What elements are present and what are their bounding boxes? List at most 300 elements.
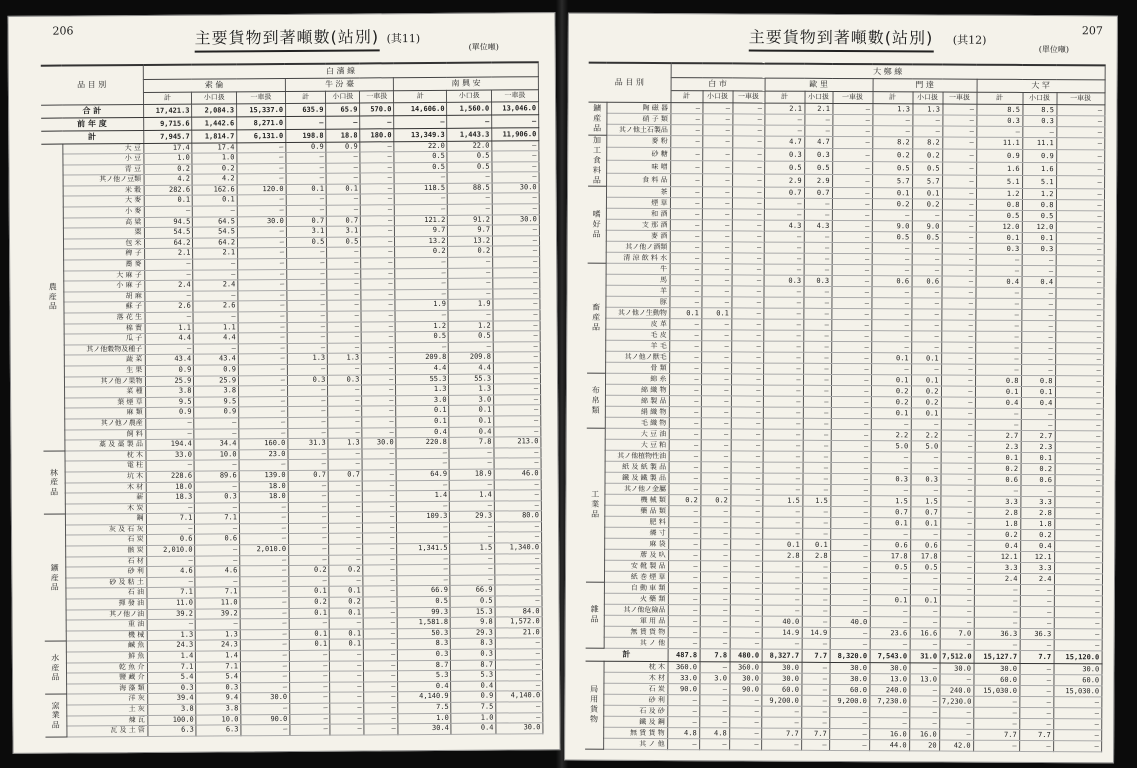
- value-cell: —: [1021, 408, 1055, 419]
- value-cell: —: [871, 418, 911, 429]
- value-cell: —: [327, 322, 361, 333]
- value-cell: 14.9: [762, 627, 802, 638]
- value-cell: 13.2: [395, 236, 448, 247]
- value-cell: —: [702, 148, 732, 161]
- value-cell: 6,131.0: [237, 129, 286, 142]
- item-label: 骨 類: [605, 362, 669, 373]
- value-cell: —: [287, 385, 327, 396]
- value-cell: —: [801, 673, 829, 684]
- item-label: 軍 用 品: [604, 615, 668, 626]
- subcolumn-header: 計: [764, 91, 804, 103]
- value-cell: —: [494, 500, 541, 511]
- value-cell: —: [1055, 331, 1103, 342]
- value-cell: 2.4: [144, 280, 193, 291]
- value-cell: —: [912, 125, 942, 136]
- value-cell: —: [1021, 364, 1055, 375]
- value-cell: 5.3: [451, 670, 496, 681]
- value-cell: 7.0: [940, 628, 974, 639]
- value-cell: —: [1056, 188, 1104, 199]
- value-cell: 99.3: [397, 607, 450, 618]
- value-cell: —: [762, 484, 802, 495]
- value-cell: —: [240, 523, 289, 534]
- value-cell: —: [397, 554, 450, 565]
- item-label: 硝 子 類: [606, 113, 670, 124]
- value-cell: 31.0: [910, 649, 940, 662]
- value-cell: —: [941, 287, 975, 298]
- value-cell: —: [1053, 729, 1101, 740]
- value-cell: —: [492, 140, 539, 151]
- value-cell: 0.1: [872, 187, 912, 198]
- item-label: 無 賃 貨 物: [604, 626, 668, 637]
- value-cell: —: [195, 524, 240, 535]
- value-cell: 0.5: [804, 161, 832, 174]
- value-cell: —: [450, 564, 495, 575]
- value-cell: —: [286, 195, 326, 206]
- value-cell: —: [942, 210, 976, 221]
- value-cell: —: [364, 681, 398, 692]
- value-cell: —: [670, 161, 702, 174]
- value-cell: 0.6: [910, 539, 940, 550]
- value-cell: —: [1054, 540, 1102, 551]
- value-cell: —: [803, 330, 831, 341]
- value-cell: —: [394, 173, 447, 184]
- value-cell: 1,442.6: [192, 116, 237, 129]
- value-cell: —: [289, 671, 329, 682]
- value-cell: —: [942, 221, 976, 232]
- value-cell: —: [701, 318, 731, 329]
- value-cell: —: [326, 115, 360, 128]
- item-label: 石 及 砂: [603, 705, 667, 716]
- value-cell: 0.7: [327, 216, 361, 227]
- value-cell: 0.9: [194, 365, 239, 376]
- value-cell: —: [238, 354, 287, 365]
- value-cell: —: [364, 692, 398, 703]
- value-cell: —: [668, 560, 700, 571]
- value-cell: 50.3: [398, 628, 451, 639]
- value-cell: —: [238, 343, 287, 354]
- value-cell: —: [328, 417, 362, 428]
- value-cell: 0.9: [451, 691, 496, 702]
- station-header: 白 市: [671, 77, 765, 90]
- value-cell: —: [287, 290, 327, 301]
- value-cell: —: [912, 264, 942, 275]
- value-cell: —: [670, 124, 702, 135]
- value-cell: —: [145, 429, 194, 440]
- value-cell: 1.4: [397, 490, 450, 501]
- value-cell: —: [831, 440, 871, 451]
- item-label: 青 豆: [63, 164, 144, 175]
- value-cell: —: [493, 236, 540, 247]
- value-cell: —: [761, 717, 801, 728]
- value-cell: —: [801, 706, 829, 717]
- value-cell: 0.4: [398, 681, 451, 692]
- value-cell: —: [496, 680, 543, 691]
- value-cell: 39.4: [147, 693, 196, 704]
- value-cell: 9,200.0: [761, 695, 801, 706]
- value-cell: 0.7: [328, 470, 362, 481]
- value-cell: 0.1: [329, 608, 363, 619]
- value-cell: —: [362, 448, 396, 459]
- value-cell: —: [330, 661, 364, 672]
- value-cell: —: [450, 522, 495, 533]
- value-cell: 9.7: [395, 226, 448, 237]
- item-label: 蓆 及 叺: [604, 549, 668, 560]
- value-cell: 18.3: [146, 492, 195, 503]
- value-cell: —: [669, 395, 701, 406]
- value-cell: —: [1055, 342, 1103, 353]
- category-label: 窯 業 品: [45, 694, 67, 737]
- value-cell: —: [329, 512, 363, 523]
- item-label: 其ノ他穀物及種子: [64, 344, 145, 355]
- value-cell: 18.0: [239, 481, 288, 492]
- value-cell: —: [327, 247, 361, 258]
- value-cell: —: [361, 279, 395, 290]
- value-cell: 7.1: [146, 588, 195, 599]
- value-cell: —: [701, 384, 731, 395]
- value-cell: —: [831, 396, 871, 407]
- value-cell: —: [448, 278, 493, 289]
- value-cell: 9.7: [448, 225, 493, 236]
- value-cell: —: [763, 462, 803, 473]
- value-cell: 9.0: [872, 220, 912, 231]
- category-label: 工 業 品: [586, 428, 605, 582]
- value-cell: —: [238, 311, 287, 322]
- value-cell: —: [494, 384, 541, 395]
- station-header: 大 罕: [977, 79, 1105, 93]
- value-cell: 213.0: [494, 437, 541, 448]
- value-cell: 0.2: [700, 494, 730, 505]
- value-cell: —: [196, 619, 241, 630]
- value-cell: —: [1055, 386, 1103, 397]
- value-cell: —: [670, 173, 702, 186]
- value-cell: —: [492, 161, 539, 172]
- value-cell: —: [1054, 606, 1102, 617]
- value-cell: —: [1019, 718, 1053, 729]
- value-cell: 55.3: [396, 374, 449, 385]
- value-cell: —: [939, 729, 973, 740]
- value-cell: 0.3: [147, 683, 196, 694]
- value-cell: —: [830, 495, 870, 506]
- value-cell: 91.2: [448, 215, 493, 226]
- value-cell: —: [395, 279, 448, 290]
- value-cell: —: [667, 694, 699, 705]
- value-cell: —: [832, 149, 872, 162]
- value-cell: —: [872, 242, 912, 253]
- value-cell: —: [492, 114, 539, 127]
- value-cell: —: [942, 199, 976, 210]
- value-cell: —: [397, 533, 450, 544]
- value-cell: —: [702, 252, 732, 263]
- value-cell: —: [667, 738, 699, 749]
- subcolumn-header: 小口扱: [1022, 92, 1056, 104]
- value-cell: 11.0: [195, 598, 240, 609]
- value-cell: —: [700, 538, 730, 549]
- item-label: 豚: [605, 296, 669, 307]
- subcolumn-header: 小口扱: [447, 90, 492, 102]
- value-cell: —: [731, 417, 763, 428]
- value-cell: —: [702, 102, 732, 113]
- value-cell: 7.1: [146, 513, 195, 524]
- item-label: 味 噌: [606, 160, 670, 173]
- value-cell: —: [363, 565, 397, 576]
- value-cell: —: [832, 198, 872, 209]
- value-cell: —: [941, 463, 975, 474]
- value-cell: —: [702, 186, 732, 197]
- value-cell: —: [669, 417, 701, 428]
- value-cell: —: [361, 258, 395, 269]
- value-cell: —: [668, 505, 700, 516]
- value-cell: 1,572.0: [495, 617, 542, 628]
- value-cell: —: [871, 363, 911, 374]
- value-cell: —: [290, 724, 330, 735]
- item-label: 高 粱: [63, 217, 144, 228]
- value-cell: —: [764, 198, 804, 209]
- value-cell: —: [450, 575, 495, 586]
- value-cell: —: [802, 484, 830, 495]
- value-cell: 0.1: [330, 629, 364, 640]
- value-cell: —: [493, 352, 540, 363]
- value-cell: —: [362, 427, 396, 438]
- value-cell: —: [494, 405, 541, 416]
- value-cell: —: [667, 716, 699, 727]
- value-cell: 0.7: [288, 470, 328, 481]
- value-cell: 30.0: [237, 216, 286, 227]
- value-cell: —: [762, 473, 802, 484]
- value-cell: —: [1021, 419, 1055, 430]
- value-cell: —: [492, 172, 539, 183]
- value-cell: —: [329, 555, 363, 566]
- category-label: 雜 品: [586, 582, 604, 648]
- value-cell: —: [829, 739, 869, 750]
- value-cell: —: [830, 506, 870, 517]
- value-cell: 10.0: [196, 714, 241, 725]
- value-cell: —: [329, 576, 363, 587]
- value-cell: —: [973, 707, 1019, 718]
- value-cell: 139.0: [239, 470, 288, 481]
- value-cell: —: [763, 363, 803, 374]
- item-label: 麻 類: [64, 408, 145, 419]
- value-cell: —: [1020, 617, 1054, 628]
- value-cell: —: [193, 291, 238, 302]
- value-cell: 39.2: [147, 609, 196, 620]
- value-cell: 1,443.3: [447, 128, 492, 141]
- value-cell: —: [287, 269, 327, 280]
- value-cell: —: [762, 594, 802, 605]
- value-cell: 0.5: [449, 331, 494, 342]
- value-cell: —: [237, 195, 286, 206]
- value-cell: 162.6: [193, 185, 238, 196]
- value-cell: 360.0: [668, 661, 700, 672]
- value-cell: 1.5: [762, 495, 802, 506]
- value-cell: —: [144, 291, 193, 302]
- value-cell: —: [731, 439, 763, 450]
- value-cell: 84.0: [495, 606, 542, 617]
- value-cell: 0.1: [193, 195, 238, 206]
- value-cell: —: [941, 309, 975, 320]
- value-cell: —: [241, 672, 290, 683]
- value-cell: —: [326, 152, 360, 163]
- value-cell: —: [941, 353, 975, 364]
- value-cell: —: [870, 484, 910, 495]
- value-cell: —: [730, 560, 762, 571]
- subcolumn-header: 小口扱: [912, 91, 942, 103]
- value-cell: 8,327.7: [762, 649, 802, 662]
- value-cell: —: [700, 483, 730, 494]
- value-cell: —: [940, 573, 974, 584]
- value-cell: —: [911, 297, 941, 308]
- value-cell: —: [1056, 104, 1104, 115]
- value-cell: 64.2: [193, 238, 238, 249]
- subcolumn-header: 小口扱: [192, 91, 237, 103]
- station-header: 牛 汾 臺: [285, 77, 393, 91]
- value-cell: —: [448, 268, 493, 279]
- value-cell: —: [290, 714, 330, 725]
- value-cell: 0.8: [975, 375, 1021, 386]
- value-cell: 11,906.0: [492, 127, 539, 140]
- value-cell: 66.9: [450, 585, 495, 596]
- value-cell: —: [286, 205, 326, 216]
- value-cell: 5.1: [1022, 175, 1056, 188]
- page-title: 主要貨物到著噸數(站別): [195, 24, 380, 52]
- value-cell: 88.5: [448, 183, 493, 194]
- value-cell: —: [327, 300, 361, 311]
- value-cell: —: [327, 279, 361, 290]
- value-cell: —: [871, 330, 911, 341]
- value-cell: 487.8: [668, 648, 700, 661]
- value-cell: 0.4: [451, 723, 496, 734]
- value-cell: —: [730, 494, 762, 505]
- value-cell: 64.2: [144, 238, 193, 249]
- value-cell: —: [238, 259, 287, 270]
- right-page: [564, 13, 1118, 764]
- value-cell: —: [731, 450, 763, 461]
- value-cell: 13,046.0: [492, 101, 539, 114]
- value-cell: 0.3: [804, 149, 832, 162]
- value-cell: —: [330, 692, 364, 703]
- value-cell: 0.3: [764, 275, 804, 286]
- value-cell: 1.5: [910, 495, 940, 506]
- value-cell: —: [494, 490, 541, 501]
- value-cell: 1.9: [395, 300, 448, 311]
- value-cell: —: [700, 593, 730, 604]
- value-cell: 1.3: [449, 384, 494, 395]
- item-label: 絹 織 物: [605, 406, 669, 417]
- value-cell: —: [397, 575, 450, 586]
- item-label: 其ノ他ノ果物: [64, 376, 145, 387]
- value-cell: 0.7: [764, 187, 804, 198]
- value-cell: 2.4: [1020, 573, 1054, 584]
- item-label: 鹽 藏 介: [66, 673, 147, 684]
- subcolumn-header: 計: [394, 90, 447, 102]
- value-cell: —: [396, 459, 449, 470]
- value-cell: —: [495, 553, 542, 564]
- value-cell: 0.4: [1020, 540, 1054, 551]
- value-cell: —: [909, 695, 939, 706]
- value-cell: —: [729, 727, 761, 738]
- category-label: 局 用 貨 物: [585, 661, 603, 749]
- item-label: 和 酒: [606, 208, 670, 219]
- value-cell: —: [911, 319, 941, 330]
- value-cell: 198.8: [286, 129, 326, 142]
- value-cell: 0.1: [976, 232, 1022, 243]
- value-cell: —: [448, 310, 493, 321]
- value-cell: 11.1: [976, 137, 1022, 150]
- value-cell: —: [912, 242, 942, 253]
- value-cell: —: [288, 407, 328, 418]
- value-cell: —: [330, 724, 364, 735]
- item-label: 海 藻 類: [66, 683, 147, 694]
- item-label: 藁 及 藁 製 品: [65, 440, 146, 451]
- value-cell: —: [973, 718, 1019, 729]
- value-cell: 3.0: [699, 672, 729, 683]
- value-cell: —: [911, 308, 941, 319]
- value-cell: 16.0: [869, 728, 909, 739]
- value-cell: —: [1055, 397, 1103, 408]
- value-cell: —: [975, 309, 1021, 320]
- subcolumn-header: 一車扱: [1056, 92, 1104, 104]
- value-cell: —: [493, 267, 540, 278]
- value-cell: 0.1: [289, 587, 329, 598]
- value-cell: 0.3: [196, 683, 241, 694]
- value-cell: 12.1: [1020, 551, 1054, 562]
- value-cell: —: [700, 582, 730, 593]
- value-cell: 2.9: [764, 174, 804, 187]
- value-cell: 36.3: [1020, 628, 1054, 639]
- total-label: 前 年 度: [41, 117, 143, 131]
- value-cell: —: [910, 638, 940, 649]
- value-cell: 0.9: [976, 149, 1022, 162]
- value-cell: —: [1021, 331, 1055, 342]
- value-cell: —: [942, 149, 976, 162]
- value-cell: —: [732, 113, 764, 124]
- value-cell: —: [764, 209, 804, 220]
- value-cell: —: [450, 533, 495, 544]
- value-cell: —: [731, 340, 763, 351]
- value-cell: 15,030.0: [973, 685, 1019, 696]
- value-cell: —: [669, 428, 701, 439]
- value-cell: —: [830, 528, 870, 539]
- value-cell: —: [974, 595, 1020, 606]
- value-cell: —: [730, 615, 762, 626]
- value-cell: —: [870, 583, 910, 594]
- value-cell: 2.8: [1020, 507, 1054, 518]
- value-cell: —: [360, 173, 394, 184]
- value-cell: —: [832, 103, 872, 114]
- value-cell: —: [942, 115, 976, 126]
- value-cell: 0.4: [1022, 276, 1056, 287]
- value-cell: —: [804, 253, 832, 264]
- total-label: 合 計: [41, 104, 143, 118]
- value-cell: 8,320.0: [830, 649, 870, 662]
- value-cell: 0.1: [289, 640, 329, 651]
- value-cell: —: [764, 231, 804, 242]
- value-cell: —: [669, 373, 701, 384]
- value-cell: —: [730, 483, 762, 494]
- value-cell: 11.0: [147, 598, 196, 609]
- item-label: 茶: [606, 186, 670, 197]
- value-cell: —: [831, 418, 871, 429]
- category-label: 畜 産 品: [587, 263, 606, 373]
- item-label: 木 炭: [65, 503, 146, 514]
- value-cell: 30.0: [241, 693, 290, 704]
- value-cell: 2.3: [975, 441, 1021, 452]
- value-cell: 16.0: [909, 728, 939, 739]
- value-cell: —: [290, 703, 330, 714]
- value-cell: —: [869, 706, 909, 717]
- value-cell: 0.1: [910, 594, 940, 605]
- value-cell: —: [328, 343, 362, 354]
- page-subtitle: (其11): [386, 32, 421, 46]
